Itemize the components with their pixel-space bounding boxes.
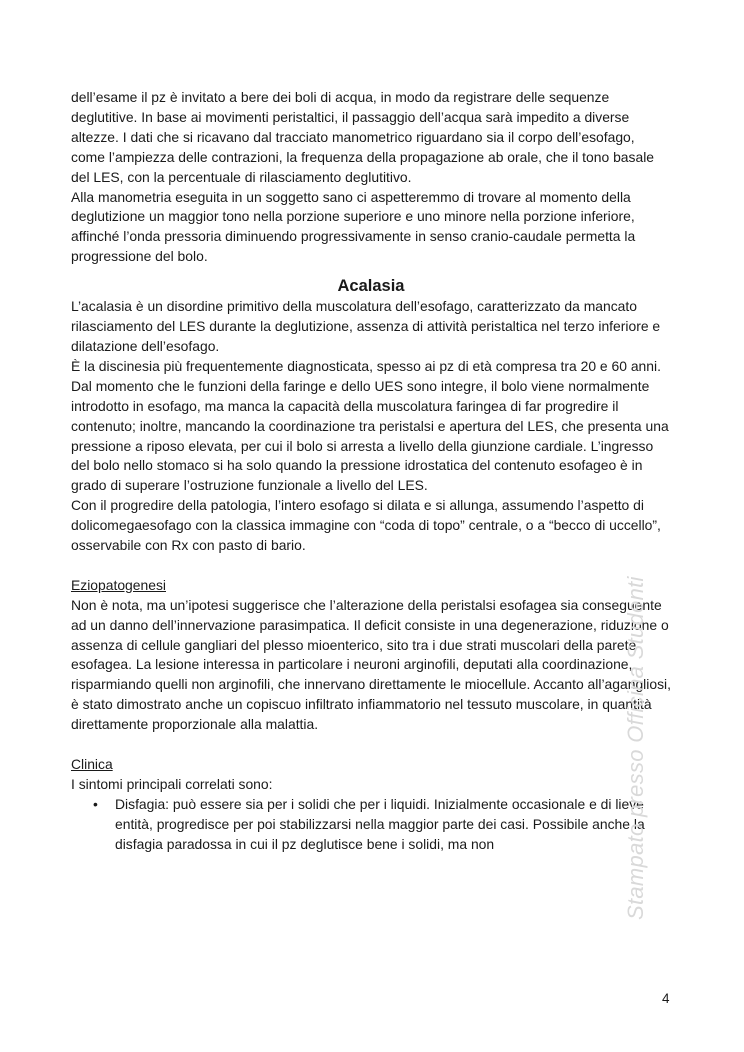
paragraph-acalasia-4: Con il progredire della patologia, l’intero esofago si dilata e si allunga, assumendo l’aspetto di dolicomegaesofago con la classica immagine con “coda di topo” centrale, o a “becco di uccello”, osservabile con Rx con pasto di bario.: [71, 497, 661, 554]
spacer: [71, 556, 671, 576]
subsection-title-eziopatogenesi: Eziopatogenesi: [71, 576, 166, 593]
list-item: • Disfagia: può essere sia per i solidi che per i liquidi. Inizialmente occasionale e di lieve entità, progredisce per poi stabilizzarsi nella maggior parte dei casi. Possibile anche la disfagia paradossa in cui il pz deglutisce bene i solidi, ma non: [115, 795, 671, 855]
page-number: 4: [662, 991, 670, 1006]
paragraph-intro-1: dell’esame il pz è invitato a bere dei boli di acqua, in modo da registrare delle sequenze deglutitive. In base ai movimenti peristaltici, il passaggio dell’acqua sarà impedito a diverse altezze. I dati che si ricavano dal tracciato manometrico riguardano sia il corpo dell’esofago, come l’ampiezza delle contrazioni, la frequenza della propagazione ab orale, che il tono basale del LES, con la percentuale di rilasciamento deglutitivo.: [71, 89, 654, 185]
spacer: [71, 735, 671, 755]
watermark-text: Stampato presso Officina Studenti: [623, 576, 648, 920]
paragraph-clinica-intro: I sintomi principali correlati sono:: [71, 775, 273, 792]
section-heading-acalasia: Acalasia: [337, 277, 405, 296]
paragraph-acalasia-1: L’acalasia è un disordine primitivo della muscolatura dell’esofago, caratterizzato da mancato rilasciamento del LES durante la deglutizione, assenza di attività peristaltica nel terzo inferiore e dilatazione dell’esofago.: [71, 298, 661, 354]
paragraph-eziopatogenesi: Non è nota, ma un’ipotesi suggerisce che l’alterazione della peristalsi esofagea sia conseguente ad un danno dell’innervazione parasimpatica. Il deficit consiste in una degenerazione, riduzione o assenza di cellule gangliari del plesso mioenterico, sito tra i due strati muscolari della parete esofagea. La lesione interessa in particolare i neuroni arginofili, deputati alla coordinazione, risparmiando quelli non arginofili, che innervano direttamente le miocellule. Accanto all’agangliosi, è stato dimostrato anche un copiscuo infiltrato infiammatorio nel tessuto muscolare, in quantità direttamente proporzionale alla malattia.: [71, 596, 671, 733]
page-content: [71, 88, 671, 855]
subsection-title-clinica: Clinica: [71, 755, 113, 772]
paragraph-intro-2: Alla manometria eseguita in un soggetto sano ci aspetteremmo di trovare al momento della deglutizione un maggior tono nella porzione superiore e uno minore nella porzione inferiore, affinché l’onda pressoria diminuendo progressivamente in senso cranio-caudale permetta la progressione del bolo.: [71, 188, 636, 265]
paragraph-acalasia-2: È la discinesia più frequentemente diagnosticata, spesso ai pz di età compresa tra 20 e 60 anni.: [71, 357, 661, 374]
symptom-list: [71, 795, 671, 855]
paragraph-acalasia-3: Dal momento che le funzioni della faringe e dello UES sono integre, il bolo viene normalmente introdotto in esofago, ma manca la capacità della muscolatura faringea di far progredire il contenuto; inoltre, mancando la coordinazione tra peristalsi e apertura del LES, che presenta una pressione a riposo elevata, per cui il bolo si arresta a livello della giunzione cardiale. L’ingresso del bolo nello stomaco si ha solo quando la pressione idrostatica del contenuto esofageo è in grado di superare l’ostruzione funzionale a livello del LES.: [71, 377, 669, 494]
